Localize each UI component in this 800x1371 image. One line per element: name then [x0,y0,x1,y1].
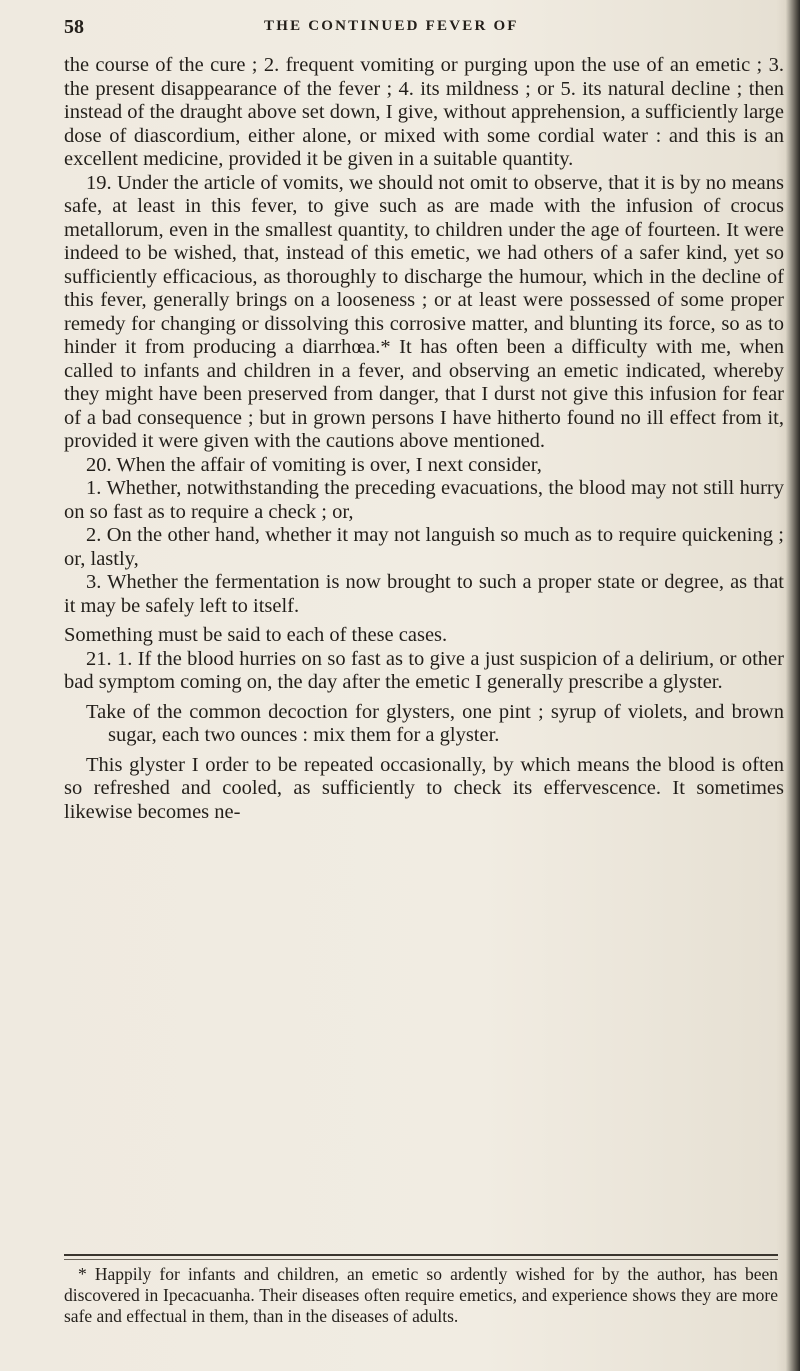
footnote [64,1264,778,1327]
recipe-formula: Take of the common decoction for glysters, one pint ; syrup of violets, and brown sugar, each two ounces : mix them for a glyster. [86,700,784,746]
list-item-2: 2. On the other hand, whether it may not languish so much as to require quickening ; or, lastly, [64,524,784,570]
list-item-1: 1. Whether, notwithstanding the preceding evacuations, the blood may not still hurry on so fast as to require a check ; or, [64,477,784,523]
paragraph-19: 19. Under the article of vomits, we should not omit to observe, that it is by no means safe, at least in this fever, to give such as are made with the infusion of crocus metallorum, even in the smallest quantity, to children under the age of fourteen. It were indeed to be wished, that, instead of this emetic, we had others of a safer kind, yet so sufficiently efficacious, as thoroughly to discharge the humour, which in the decline of this fever, generally brings on a looseness ; or at least were possessed of some proper remedy for changing or dissolving this corrosive matter, and blunting its force, so as to hinder it from producing a diarrhœa.* It has often been a difficulty with me, when called to infants and children in a fever, and observing an emetic indicated, whereby they might have been preserved from danger, that I durst not give this infusion for fear of a bad consequence ; but in grown persons I have hitherto found no ill effect from it, provided it were given with the cautions above mentioned. [64,171,784,452]
page-number: 58 [64,16,84,38]
page-header [64,12,764,38]
list-item-3: 3. Whether the fermentation is now brought to such a proper state or degree, as that it may be safely left to itself. [64,571,784,617]
body-text [64,54,784,824]
running-head: THE CONTINUED FEVER OF [264,18,519,34]
paragraph-cases: Something must be said to each of these cases. [64,624,448,646]
paragraph-20: 20. When the affair of vomiting is over, I next consider, [86,453,542,476]
paragraph-21: 21. 1. If the blood hurries on so fast as to give a just suspicion of a delirium, or other bad symptom coming on, the day after the emetic I generally prescribe a glyster. [64,647,784,693]
page-edge-shadow [786,0,800,1371]
footnote-text: * Happily for infants and children, an emetic so ardently wished for by the author, has been discovered in Ipecacuanha. Their diseases often require emetics, and experience shows they are more safe and effectual in them, than in the diseases of adults. [64,1264,778,1326]
paragraph-glyster: This glyster I order to be repeated occasionally, by which means the blood is often so refreshed and cooled, as sufficiently to check its effervescence. It sometimes likewise becomes ne- [64,753,784,823]
footnote-divider [64,1254,778,1260]
paragraph-continued: the course of the cure ; 2. frequent vomiting or purging upon the use of an emetic ; 3. the present disappearance of the fever ; 4. its mildness ; or 5. its natural decline ; then instead of the draught above set down, I give, without apprehension, a sufficiently large dose of diascordium, either alone, or mixed with some cordial water : and this is an excellent medicine, provided it be given in a suitable quantity. [64,54,784,170]
